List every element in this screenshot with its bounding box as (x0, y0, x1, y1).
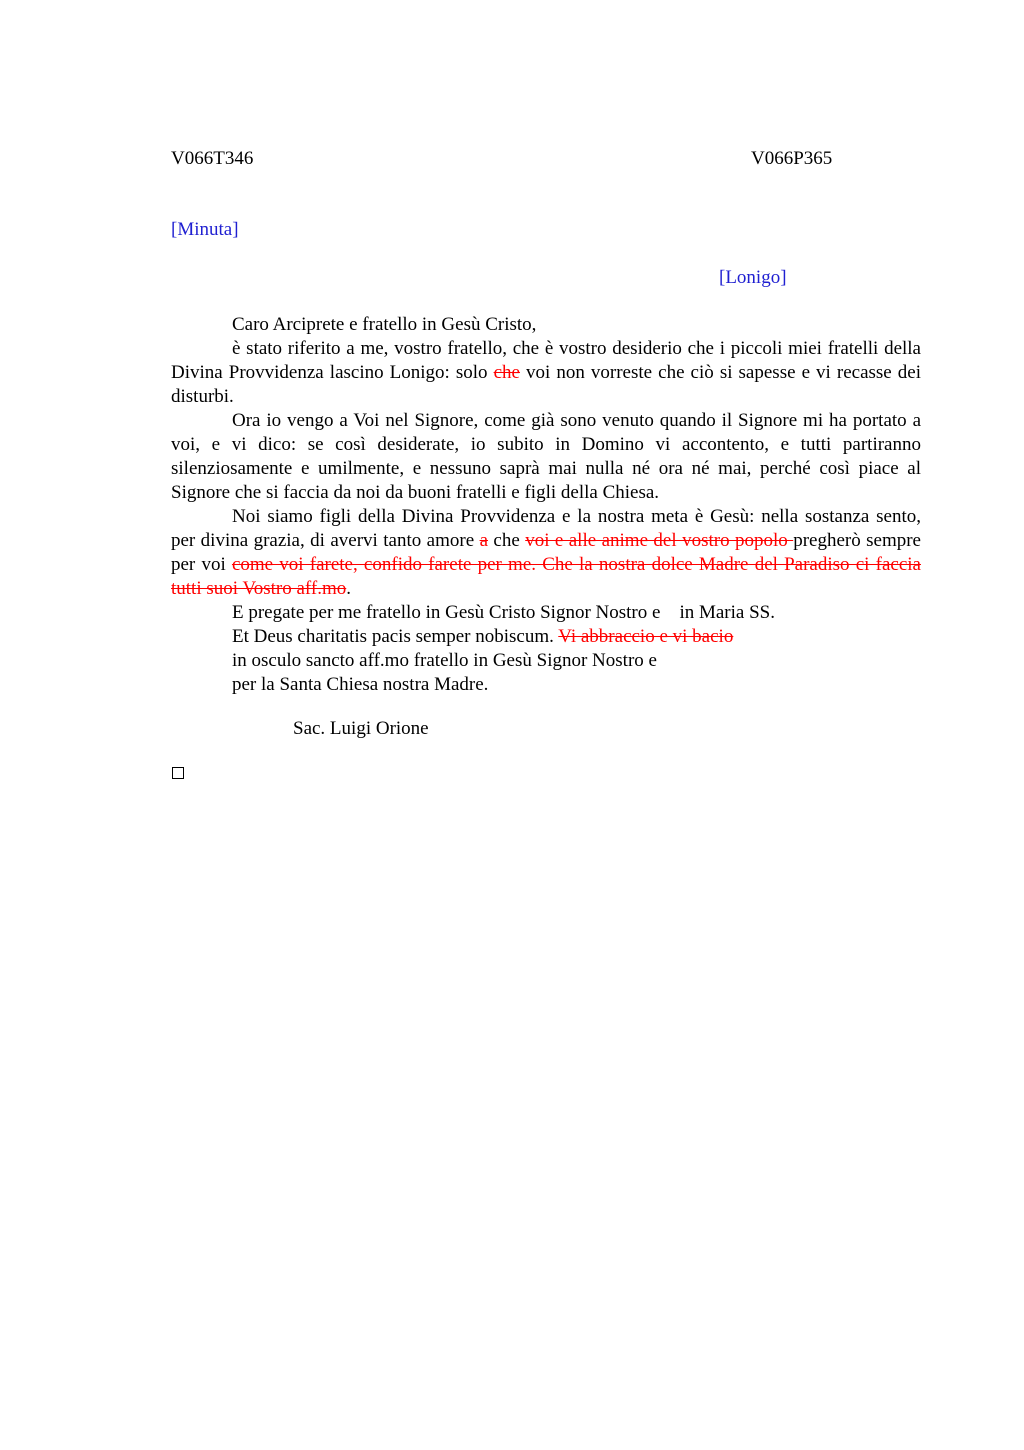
deleted-text: a (479, 530, 488, 551)
letter-body (171, 313, 921, 697)
deleted-text: Vi abbraccio e vi bacio (558, 626, 734, 647)
document-ref-left: V066T346 (171, 148, 254, 169)
document-ref-right: V066P365 (751, 148, 833, 169)
paragraph-3-text-a: Noi siamo figli della Divina Provvidenza e la nostra meta è Gesù: nella sostanza sento, per divina grazia, di avervi tanto amore (171, 506, 921, 551)
paragraph-3-text-c: pregherò sempre per voi (171, 530, 921, 575)
paragraph-2: Ora io vengo a Voi nel Signore, come già sono venuto quando il Signore mi ha portato a voi, e vi dico: se così desiderate, io subito in Domino vi accontento, e tutti partiranno silenziosamente e umilmente, e nessuno saprà mai nulla né ora né mai, perché così piace al Signore che si faccia da noi da buoni fratelli e figli della Chiesa. (171, 410, 921, 503)
paragraph-3 (171, 505, 921, 601)
closing-line-4: per la Santa Chiesa nostra Madre. (232, 674, 489, 695)
closing-line-2-text: Et Deus charitatis pacis semper nobiscum. (232, 626, 559, 647)
paragraph-1 (171, 337, 921, 409)
deleted-text: come voi farete, confido farete per me. Che la nostra dolce Madre del Paradiso ci faccia tutti suoi Vostro aff.mo (171, 554, 921, 599)
signature: Sac. Luigi Orione (293, 718, 429, 739)
deleted-text: voi e alle anime del vostro popolo (525, 530, 794, 551)
deleted-text: che (493, 362, 520, 383)
closing-line-3: in osculo sancto aff.mo fratello in Gesù Signor Nostro e (232, 650, 657, 671)
paragraph-1-text-a: è stato riferito a me, vostro fratello, che è vostro desiderio che i piccoli miei fratelli della Divina Provvidenza lascino Lonigo: solo (171, 338, 921, 383)
closing-line-1: E pregate per me fratello in Gesù Cristo Signor Nostro e in Maria SS. (232, 602, 775, 623)
paragraph-3-text-d: . (346, 578, 351, 599)
minuta-label: [Minuta] (171, 219, 239, 240)
closing-line-2 (171, 625, 921, 649)
paragraph-3-text-b: che (488, 530, 526, 551)
salutation: Caro Arciprete e fratello in Gesù Cristo, (232, 314, 537, 335)
paragraph-1-text-b: voi non vorreste che ciò si sapesse e vi recasse dei disturbi. (171, 362, 921, 407)
checkbox-square-icon (172, 767, 184, 779)
place-label: [Lonigo] (719, 267, 787, 288)
